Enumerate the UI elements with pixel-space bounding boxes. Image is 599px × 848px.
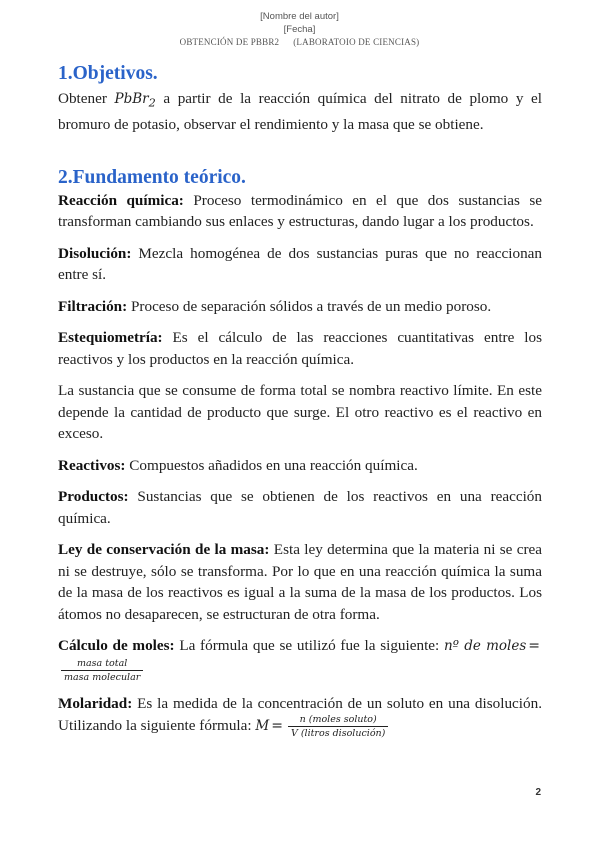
formula-base: PbBr xyxy=(114,91,149,107)
definition-text: Mezcla homogénea de dos sustancias puras que no reaccionan entre sí. xyxy=(58,244,542,284)
page-header xyxy=(0,10,599,49)
fraction-numerator: masa total xyxy=(61,658,143,671)
definition-text: Esta ley determina que la materia ni se crea ni se destruye, sólo se transforma. Por lo que en una reacción química la suma de la masa de los reactivos es igual a la suma de la masa de los productos. Los átomos no desaparecen, se estructuran de otra forma. xyxy=(58,541,543,623)
moles-formula-lhs: nº de moles xyxy=(443,638,527,655)
objetivos-text-start: Obtener xyxy=(58,90,115,107)
definition-reactivos xyxy=(58,455,542,477)
definition-calculo-moles xyxy=(58,635,542,683)
definition-text: Es el cálculo de las reacciones cuantitativas entre los reactivos y los productos en la reacción química. xyxy=(58,329,542,368)
definition-text: Es la medida de la concentración de un soluto en una disolución. Utilizando la siguiente fórmula: xyxy=(58,694,542,735)
definition-term: Reacción química: xyxy=(58,191,184,209)
equals-sign: = xyxy=(528,638,540,655)
author-placeholder: [Nombre del autor] xyxy=(260,11,339,22)
section-title-objetivos: 1.Objetivos. xyxy=(58,63,158,84)
definition-text: Proceso termodinámico en el que dos sustancias se transforman cambiando sus enlaces y estructuras, dando lugar a los productos. xyxy=(58,191,543,231)
definition-ley-conservacion xyxy=(58,539,542,625)
definition-term: Ley de conservación de la masa: xyxy=(58,541,270,559)
definition-text: Sustancias que se obtienen de los reactivos en una reacción química. xyxy=(58,488,542,527)
molaridad-formula-lhs: M xyxy=(255,718,270,735)
definition-molaridad xyxy=(58,693,542,740)
date-placeholder: [Fecha] xyxy=(283,24,316,35)
fraction-numerator: n (moles soluto) xyxy=(288,714,388,727)
definition-term: Estequiometría: xyxy=(58,329,163,347)
definition-estequiometria xyxy=(58,327,542,370)
definition-filtracion xyxy=(58,296,542,318)
page-number: 2 xyxy=(535,787,541,798)
definition-term: Productos: xyxy=(58,488,129,506)
molaridad-fraction xyxy=(288,714,388,739)
definition-term: Reactivos: xyxy=(58,456,126,474)
definition-reaccion-quimica xyxy=(58,190,542,233)
formula-subscript: 2 xyxy=(148,96,156,110)
formula-pbbr2 xyxy=(114,91,156,110)
objetivos-text-end: a partir de la reacción química del nitrato de plomo y el bromuro de potasio, observar el rendimiento y la masa que se obtiene. xyxy=(58,90,542,134)
document-body xyxy=(58,62,542,749)
definition-term: Molaridad: xyxy=(58,694,133,712)
definition-term: Filtración: xyxy=(58,297,128,315)
fraction-denominator: V (litros disolución) xyxy=(290,728,386,740)
definition-text: La fórmula que se utilizó fue la siguiente: xyxy=(174,637,444,655)
section-title-fundamento: 2.Fundamento teórico. xyxy=(58,166,246,188)
definition-disolucion xyxy=(58,243,542,286)
course-title xyxy=(0,36,599,49)
fraction-denominator: masa molecular xyxy=(64,671,141,683)
equals-sign: = xyxy=(271,718,283,735)
course-title-right: (LABORATOIO DE CIENCIAS) xyxy=(293,37,420,47)
reactivo-limite-paragraph: La sustancia que se consume de forma total se nombra reactivo límite. En este depende la cantidad de producto que surge. El otro reactivo es el reactivo en exceso. xyxy=(58,382,542,443)
definition-text: Compuestos añadidos en una reacción química. xyxy=(125,456,418,474)
definition-term: Disolución: xyxy=(58,244,132,262)
definition-productos xyxy=(58,486,542,529)
objetivos-paragraph xyxy=(58,88,542,136)
definition-term: Cálculo de moles: xyxy=(58,637,175,655)
course-title-left: OBTENCIÓN DE PBBR2 xyxy=(179,37,280,47)
moles-fraction xyxy=(61,658,143,683)
definition-text: Proceso de separación sólidos a través de un medio poroso. xyxy=(127,297,492,315)
